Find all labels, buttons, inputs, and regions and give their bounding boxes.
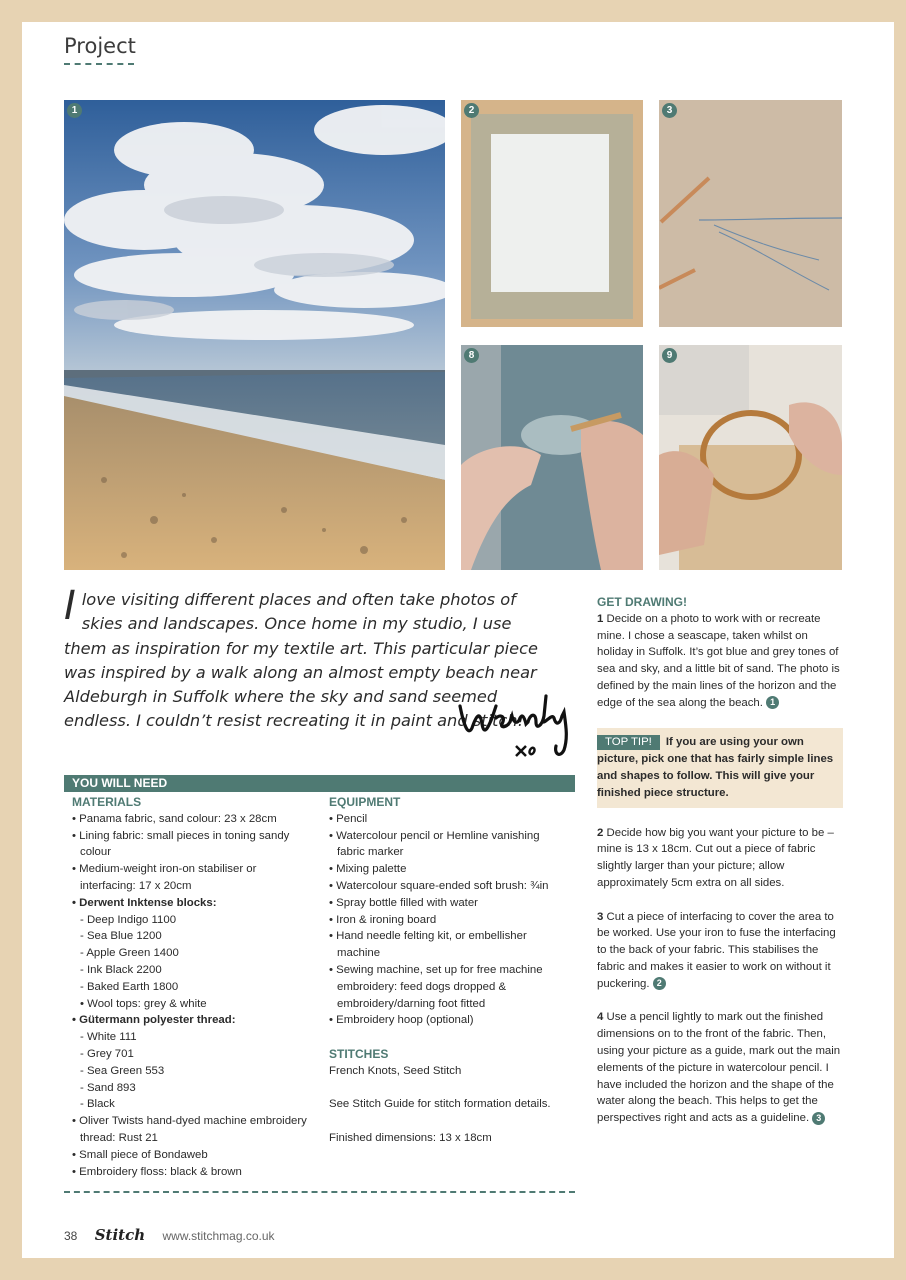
materials-subitem: - Apple Green 1400 — [80, 947, 179, 960]
equipment-item: • Iron & ironing board — [329, 913, 437, 926]
magazine-logo: Stitch — [94, 1226, 146, 1244]
materials-subitem: - Sand 893 — [80, 1081, 136, 1094]
materials-column — [72, 794, 312, 1180]
section-header: Project — [64, 34, 136, 58]
step-number: 2 — [597, 826, 604, 839]
stitches-heading: STITCHES — [329, 1046, 389, 1061]
photo-ref-badge: 3 — [812, 1112, 825, 1125]
instructions-column — [597, 594, 843, 1144]
fabric-photo-image — [461, 100, 643, 327]
materials-subitem: - Baked Earth 1800 — [80, 980, 179, 993]
page-footer — [64, 1226, 275, 1244]
photo-number-badge: 9 — [662, 348, 677, 363]
materials-subitem: - Sea Blue 1200 — [80, 930, 162, 943]
top-tip-text: If you are using your own picture, pick one that has fairly simple lines and shapes to follow. This will give your finished piece structure. — [597, 736, 834, 799]
photo-ref-badge: 1 — [766, 696, 779, 709]
step-text: Cut a piece of interfacing to cover the area to be worked. Use your iron to fuse the interfacing to the back of your fabric. This stabilises the fabric and makes it easier to work on without it puckering. — [597, 910, 836, 990]
finished-dimensions: Finished dimensions: 13 x 18cm — [329, 1131, 492, 1144]
stitches-list: French Knots, Seed Stitch — [329, 1064, 462, 1077]
photo-sewing-machine — [659, 345, 842, 570]
sewing-photo-image — [659, 345, 842, 570]
photo-number-badge: 2 — [464, 103, 479, 118]
materials-item: • Oliver Twists hand-dyed machine embroidery thread: Rust 21 — [72, 1115, 307, 1144]
materials-item: • Panama fabric, sand colour: 23 x 28cm — [72, 812, 277, 825]
materials-item: • Derwent Inktense blocks: — [72, 896, 217, 909]
materials-subitem: - Ink Black 2200 — [80, 963, 162, 976]
equipment-item: • Embroidery hoop (optional) — [329, 1014, 474, 1027]
page-number: 38 — [64, 1229, 78, 1243]
equipment-item: • Watercolour pencil or Hemline vanishing fabric marker — [329, 829, 540, 859]
equipment-item: • Sewing machine, set up for free machine embroidery: feed dogs dropped & embroidery/darning foot fitted — [329, 963, 543, 1010]
header-dashed-rule — [64, 63, 134, 65]
photo-fabric-interfacing — [461, 100, 643, 327]
stitch-guide-note: See Stitch Guide for stitch formation details. — [329, 1098, 551, 1111]
materials-heading: MATERIALS — [72, 795, 142, 809]
materials-item: • Lining fabric: small pieces in toning sandy colour — [72, 829, 290, 859]
materials-item: • Small piece of Bondaweb — [72, 1148, 208, 1161]
step-text: Decide how big you want your picture to be – mine is 13 x 18cm. Cut out a piece of fabric slightly larger than your picture; allow approximately 5cm extra on all sides. — [597, 826, 834, 889]
equipment-item: • Hand needle felting kit, or embellisher machine — [329, 930, 527, 960]
equipment-item: • Watercolour square-ended soft brush: ¾in — [329, 879, 549, 892]
magazine-page — [22, 22, 894, 1258]
step-2 — [597, 825, 843, 892]
intro-text: love visiting different places and often take photos of skies and landscapes. Once home in my studio, I use them as inspiration for my textile art. This particular piece was inspired by a walk along an almost empty beach near Aldeburgh in Suffolk where the sky and sand seemed endless. I couldn’t resist recreating it in paint and stitch! — [64, 590, 538, 731]
website-url[interactable]: www.stitchmag.co.uk — [162, 1229, 275, 1243]
photo-beach — [64, 100, 445, 570]
photo-number-badge: 1 — [67, 103, 82, 118]
materials-item: • Medium-weight iron-on stabiliser or interfacing: 17 x 20cm — [72, 863, 257, 892]
materials-subitem: - White 111 — [80, 1031, 137, 1044]
equipment-item: • Mixing palette — [329, 863, 407, 876]
materials-item: • Embroidery floss: black & brown — [72, 1165, 242, 1178]
photo-ref-badge: 2 — [653, 977, 666, 990]
materials-subitem: - Black — [80, 1098, 115, 1111]
photo-number-badge: 3 — [662, 103, 677, 118]
step-text: Decide on a photo to work with or recreate mine. I chose a seascape, taken whilst on holiday in Suffolk. It’s got blue and grey tones of sea and sky, and a little bit of sand. The photo is defined by the main lines of the horizon and the edge of the sea along the beach. — [597, 612, 840, 709]
top-tip-tag: TOP TIP! — [597, 735, 660, 750]
drop-cap: I — [64, 583, 76, 629]
author-signature — [456, 666, 576, 762]
materials-subitem: - Sea Green 553 — [80, 1064, 165, 1077]
materials-subitem: - Deep Indigo 1100 — [80, 913, 177, 926]
step-4 — [597, 1009, 843, 1127]
step-number: 3 — [597, 910, 604, 923]
equipment-item: • Pencil — [329, 812, 368, 825]
step-number: 1 — [597, 612, 604, 625]
step-number: 4 — [597, 1011, 604, 1024]
felting-photo-image — [461, 345, 643, 570]
you-will-need-bar: YOU WILL NEED — [64, 775, 575, 792]
materials-item: • Gütermann polyester thread: — [72, 1014, 236, 1027]
pencil-photo-image — [659, 100, 842, 327]
step-1 — [597, 611, 843, 712]
section-dashed-rule — [64, 1191, 575, 1193]
photo-needle-felting — [461, 345, 643, 570]
materials-subitem: • Wool tops: grey & white — [80, 997, 207, 1010]
step-3 — [597, 909, 843, 993]
instructions-heading: GET DRAWING! — [597, 595, 687, 609]
equipment-heading: EQUIPMENT — [329, 795, 401, 809]
beach-photo-image — [64, 100, 445, 570]
photo-pencil-marks — [659, 100, 842, 327]
materials-subitem: - Grey 701 — [80, 1047, 134, 1060]
top-tip-box — [597, 728, 843, 807]
photo-number-badge: 8 — [464, 348, 479, 363]
equipment-item: • Spray bottle filled with water — [329, 896, 478, 909]
step-text: Use a pencil lightly to mark out the finished dimensions on to the front of the fabric. Then, using your picture as a guide, mark out the main elements of the picture in watercolour pencil. I have included the horizon and the shape of the water along the beach. This helps to get the perspectives right and acts as a guideline. — [597, 1011, 841, 1125]
equipment-column — [329, 794, 569, 1147]
